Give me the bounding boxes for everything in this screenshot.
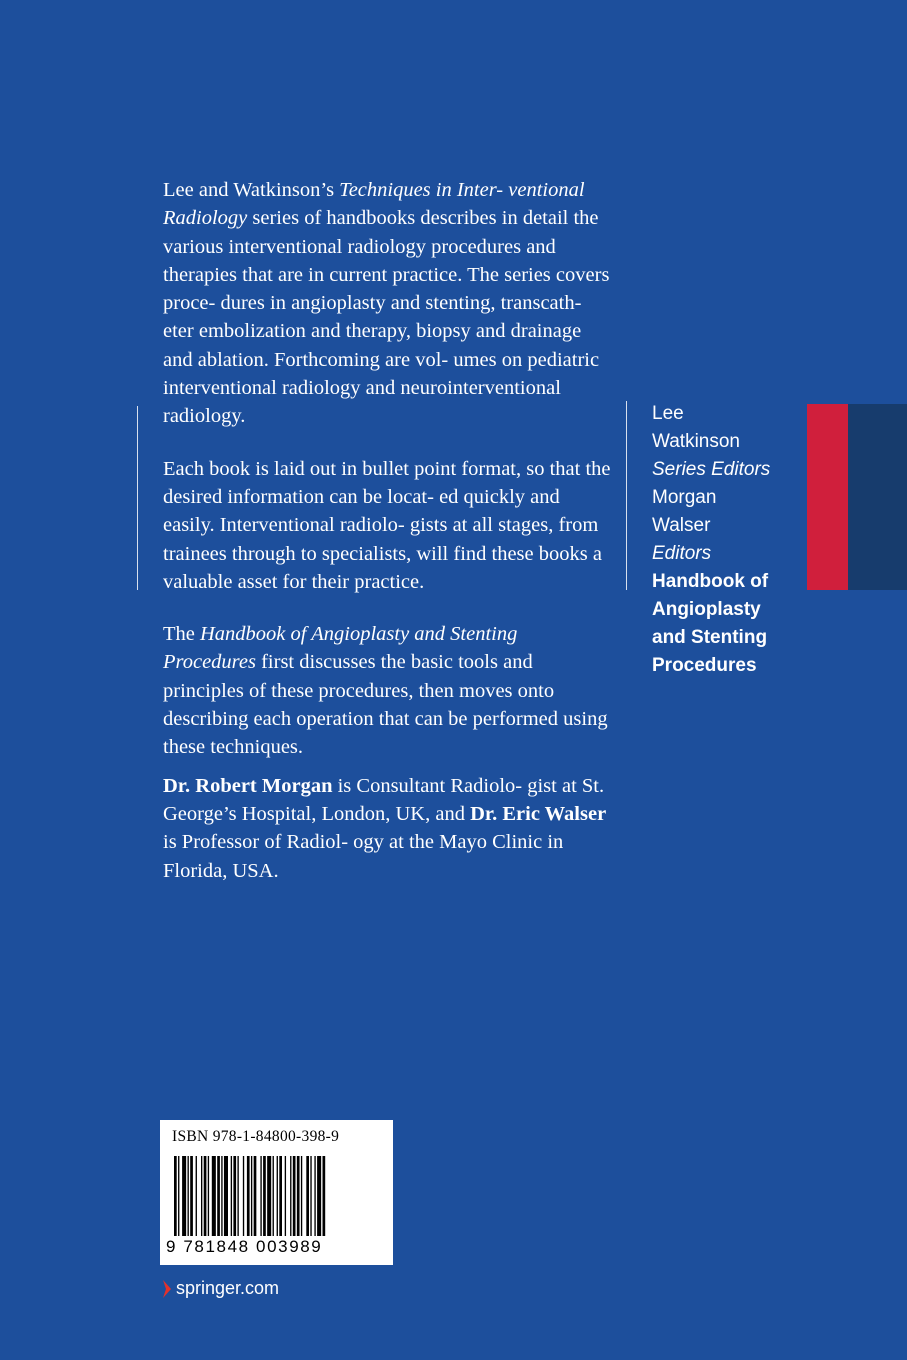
navy-color-stripe	[848, 404, 907, 590]
chevron-right-icon	[162, 1279, 172, 1299]
barcode-digits: 9 781848 003989	[166, 1237, 323, 1256]
author-name-walser: Dr. Eric Walser	[470, 802, 607, 825]
paragraph4-text-mid: is Consultant Radiolo- gist at St. George’s Hospital, London, UK, and	[163, 774, 605, 825]
isbn-barcode-box	[160, 1120, 393, 1265]
book-title-line-1: Handbook of	[652, 571, 769, 592]
publisher-link[interactable]	[162, 1278, 279, 1299]
paragraph-handbook	[163, 620, 613, 761]
handbook-title-italic: Handbook of Angioplasty and Stenting Procedures	[163, 623, 518, 674]
series-editor-lee: Lee	[652, 403, 684, 424]
paragraph4-text-end: is Professor of Radiol- ogy at the Mayo Clinic in Florida, USA.	[163, 831, 564, 882]
series-title-italic: Techniques in Inter- ventional Radiology	[163, 179, 585, 230]
paragraph1-text-a: Lee and Watkinson’s	[163, 179, 340, 201]
left-divider-rule	[137, 406, 138, 590]
book-title-line-2: Angioplasty	[652, 599, 761, 620]
editor-walser: Walser	[652, 515, 711, 536]
editors-label: Editors	[652, 543, 712, 564]
paragraph-format: Each book is laid out in bullet point format, so that the desired information can be locat- ed quickly and easily. Interventional radiolo- gists at all stages, from trainees through to specialists, will find these books a valuable asset for their practice.	[163, 457, 611, 593]
paragraph-series-intro	[163, 176, 613, 431]
right-divider-rule	[626, 401, 627, 590]
paragraph3-text-a: The	[163, 623, 200, 646]
red-color-stripe	[807, 404, 848, 590]
paragraph-authors	[163, 772, 613, 885]
publisher-url: springer.com	[176, 1278, 280, 1298]
series-editors-label: Series Editors	[652, 459, 771, 480]
book-title-line-4: Procedures	[652, 655, 757, 676]
isbn-number: ISBN 978-1-84800-398-9	[172, 1128, 340, 1145]
author-name-morgan: Dr. Robert Morgan	[163, 774, 333, 797]
barcode-icon	[174, 1156, 379, 1236]
book-title-line-3: and Stenting	[652, 627, 768, 648]
paragraph1-text-b: series of handbooks describes in detail the various interventional radiology procedures and therapies that are in current practice. The series covers proce- dures in angioplasty and stenting, transcath- eter embolization and therapy, biopsy and drainage and ablation. Forthcoming are vol- umes on pediatric interventional radiology and neurointerventional radiology.	[163, 207, 610, 428]
paragraph3-text-b: first discusses the basic tools and principles of these procedures, then moves onto describing each operation that can be performed using these techniques.	[163, 651, 608, 759]
series-editor-watkinson: Watkinson	[652, 431, 740, 452]
side-credits	[652, 400, 802, 680]
description-text	[163, 176, 613, 885]
editor-morgan: Morgan	[652, 487, 717, 508]
